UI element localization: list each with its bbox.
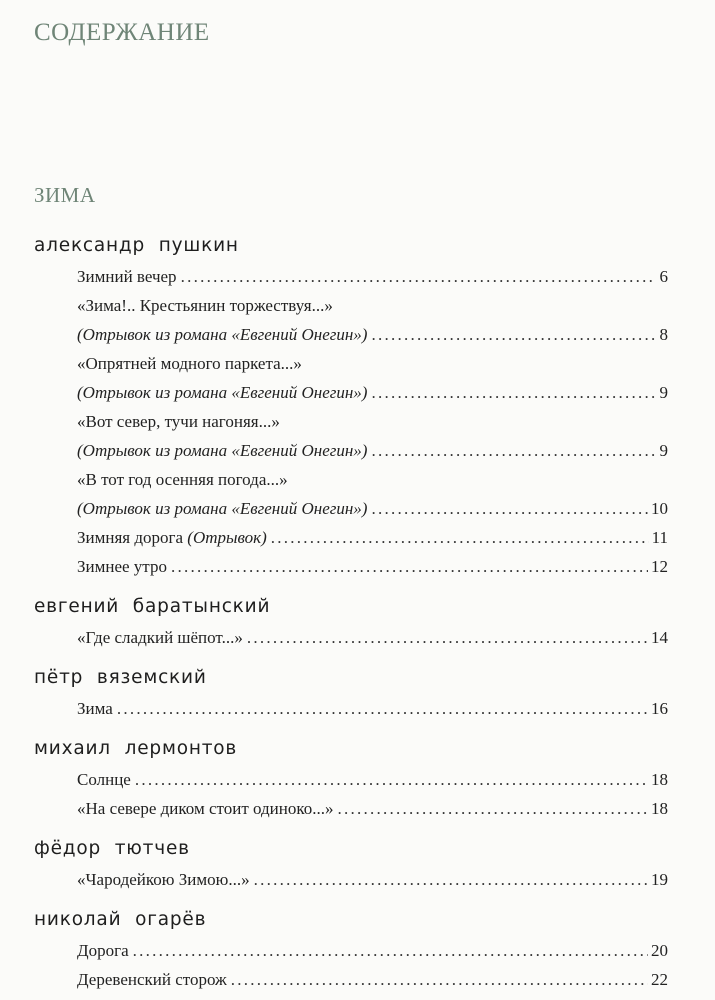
page-number: 9 — [659, 383, 668, 402]
author-name: фёдор тютчев — [34, 838, 190, 859]
page-number: 18 — [651, 770, 668, 789]
dot-leader — [117, 694, 648, 723]
dot-leader — [371, 378, 655, 407]
page-number: 19 — [651, 870, 668, 889]
page-number: 20 — [651, 941, 668, 960]
toc-entry[interactable] — [77, 794, 668, 823]
toc-entry[interactable] — [77, 494, 668, 523]
entry-title-line[interactable]: «Вот север, тучи нагоняя...» — [77, 412, 280, 431]
page-number: 12 — [651, 557, 668, 576]
toc-entry[interactable] — [77, 694, 668, 723]
entry-title: Дорога — [77, 941, 129, 960]
dot-leader — [371, 436, 655, 465]
page-number: 18 — [651, 799, 668, 818]
entry-note: (Отрывок из романа «Евгений Онегин») — [77, 325, 368, 344]
section-title: ЗИМА — [34, 183, 96, 207]
dot-leader — [371, 320, 655, 349]
entry-title-line[interactable]: «Опрятней модного паркета...» — [77, 354, 302, 373]
dot-leader — [135, 765, 648, 794]
author-name: пётр вяземский — [34, 667, 207, 688]
toc-entry[interactable] — [77, 552, 668, 581]
entry-title: «Где сладкий шёпот...» — [77, 628, 243, 647]
page-number: 22 — [651, 970, 668, 989]
dot-leader — [254, 865, 648, 894]
dot-leader — [371, 494, 648, 523]
entry-title: Зимняя дорога (Отрывок) — [77, 528, 267, 547]
entry-title: Зимнее утро — [77, 557, 167, 576]
page-number: 16 — [651, 699, 668, 718]
toc-entry[interactable] — [77, 765, 668, 794]
entry-title-line[interactable]: «В тот год осенняя погода...» — [77, 470, 288, 489]
entry-title: Зима — [77, 699, 113, 718]
page-title: СОДЕРЖАНИЕ — [34, 19, 210, 46]
entry-inline-note: (Отрывок) — [187, 528, 267, 547]
dot-leader — [133, 936, 648, 965]
author-name: николай огарёв — [34, 909, 207, 930]
toc-entry[interactable] — [77, 936, 668, 965]
author-name: евгений баратынский — [34, 596, 271, 617]
dot-leader — [338, 794, 649, 823]
page-number: 10 — [651, 499, 668, 518]
dot-leader — [247, 623, 648, 652]
author-name: александр пушкин — [34, 235, 239, 256]
toc-entry[interactable] — [77, 965, 668, 994]
toc-entry[interactable] — [77, 378, 668, 407]
page-number: 8 — [659, 325, 668, 344]
entry-title: Солнце — [77, 770, 131, 789]
toc-entry[interactable] — [77, 320, 668, 349]
entry-note: (Отрывок из романа «Евгений Онегин») — [77, 499, 368, 518]
entry-title: «На севере диком стоит одиноко...» — [77, 799, 334, 818]
author-name: михаил лермонтов — [34, 738, 238, 759]
table-of-contents — [34, 227, 668, 994]
page-number: 6 — [659, 267, 668, 286]
dot-leader — [231, 965, 648, 994]
toc-entry[interactable] — [77, 865, 668, 894]
entry-note: (Отрывок из романа «Евгений Онегин») — [77, 383, 368, 402]
page-number: 14 — [651, 628, 668, 647]
entry-title: Деревенский сторож — [77, 970, 227, 989]
dot-leader — [171, 552, 648, 581]
page-number: 9 — [659, 441, 668, 460]
toc-entry[interactable] — [77, 262, 668, 291]
dot-leader — [181, 262, 655, 291]
entry-title: «Чародейкою Зимою...» — [77, 870, 250, 889]
page-number: 11 — [651, 528, 668, 547]
entry-title-line[interactable]: «Зима!.. Крестьянин торжествуя...» — [77, 296, 333, 315]
entry-note: (Отрывок из романа «Евгений Онегин») — [77, 441, 368, 460]
toc-entry[interactable] — [77, 436, 668, 465]
toc-entry[interactable] — [77, 623, 668, 652]
entry-title: Зимний вечер — [77, 267, 177, 286]
dot-leader — [271, 523, 649, 552]
toc-entry[interactable] — [77, 523, 668, 552]
